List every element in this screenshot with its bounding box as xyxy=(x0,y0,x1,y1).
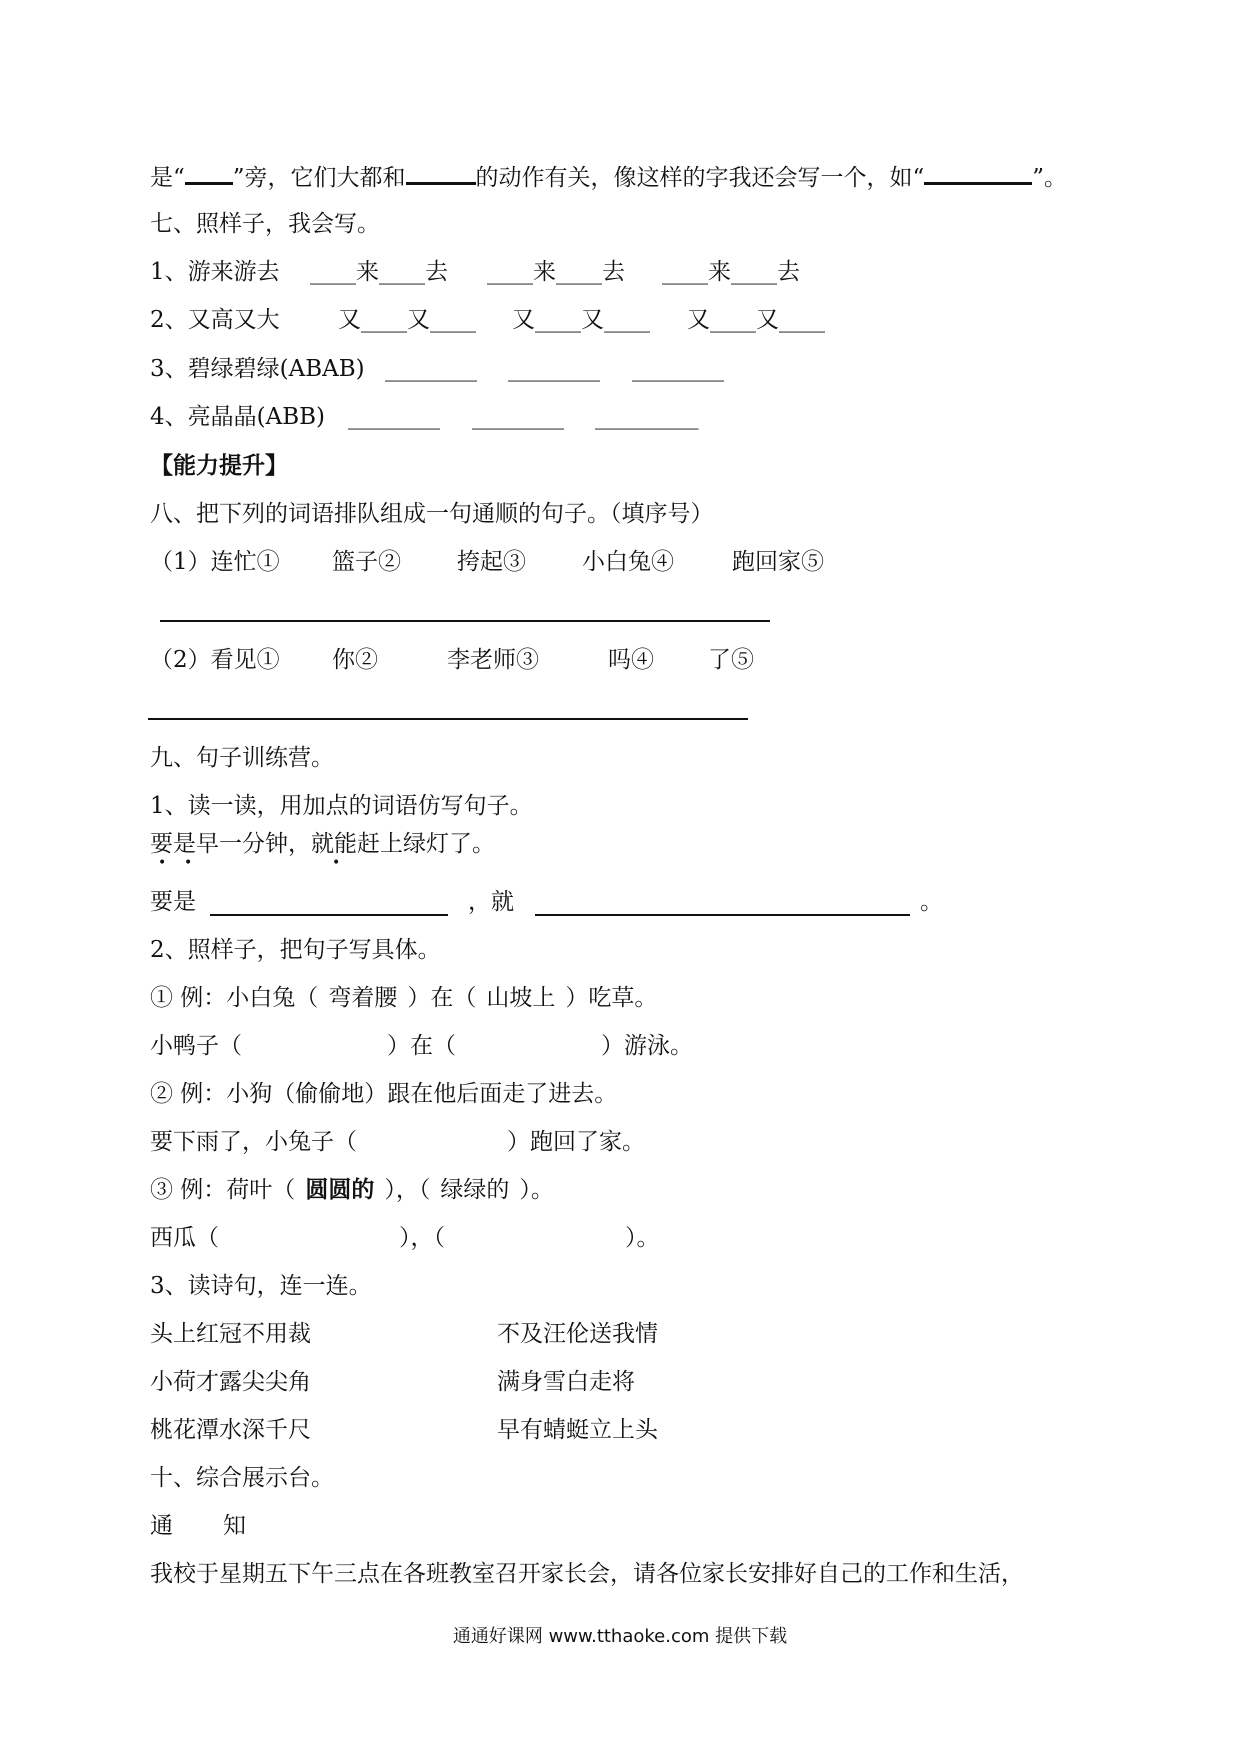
s7-r4-blank-2[interactable]: ________ xyxy=(472,404,564,430)
poem-right-3[interactable]: 早有蜻蜓立上头 xyxy=(497,1417,658,1443)
s9-part-3: 3、读诗句，连一连。 xyxy=(150,1273,372,1299)
example-2: ② 例：小狗（偷偷地）跟在他后面走了进去。 xyxy=(150,1081,618,1107)
s7-r2-blank-2[interactable]: 又____又____ xyxy=(512,307,650,333)
s9-fill-1: 要是 ，就 。 xyxy=(150,889,943,915)
s7-r1-blank-2[interactable]: ____来____去 xyxy=(487,259,625,285)
fill-2: 要下雨了，小兔子（ ）跑回了家。 xyxy=(150,1129,645,1155)
s9-part-1: 1、读一读，用加点的词语仿写句子。 xyxy=(150,793,533,819)
q2-word: 了⑤ xyxy=(708,647,754,673)
s7-row-2: 2、又高又大 又____又____ 又____又____ 又____又____ xyxy=(150,307,825,333)
section-9-title: 九、句子训练营。 xyxy=(150,745,334,771)
example-3: ③ 例：荷叶（ 圆圆的 ），（ 绿绿的 ）。 xyxy=(150,1177,554,1203)
q1-answer-line[interactable] xyxy=(160,620,770,622)
poem-right-1[interactable]: 不及汪伦送我情 xyxy=(497,1321,658,1347)
s7-row-4: 4、亮晶晶(ABB) ________ ________ _________ xyxy=(150,404,699,430)
section-10-title: 十、综合展示台。 xyxy=(150,1465,334,1491)
q1-word: 小白兔④ xyxy=(582,549,674,575)
q1-word: 挎起③ xyxy=(457,549,526,575)
q1-word: 篮子② xyxy=(332,549,401,575)
emphasis-dot: • xyxy=(332,855,341,871)
s7-r1-blank-1[interactable]: ____来____去 xyxy=(310,259,448,285)
s8-question-1 xyxy=(150,548,824,576)
fill-1: 小鸭子（ ）在（ ）游泳。 xyxy=(150,1033,693,1059)
q2-word: （2）看见① xyxy=(150,647,280,673)
q2-word: 吗④ xyxy=(608,647,654,673)
s7-row-1: 1、游来游去 ____来____去 ____来____去 ____来____去 xyxy=(150,259,800,285)
section-7-title: 七、照样子，我会写。 xyxy=(150,211,380,237)
example-1: ① 例：小白兔（ 弯着腰 ）在（ 山坡上 ）吃草。 xyxy=(150,985,658,1011)
s7-r4-blank-1[interactable]: ________ xyxy=(348,404,440,430)
s7-r1-blank-3[interactable]: ____来____去 xyxy=(662,259,800,285)
emphasis-dot: • xyxy=(158,855,167,871)
notice-title: 通 知 xyxy=(150,1513,246,1539)
s8-question-2 xyxy=(150,646,754,674)
q1-word: （1）连忙① xyxy=(150,549,280,575)
jiu-blank[interactable] xyxy=(535,888,910,916)
s7-r2-blank-1[interactable]: 又____又____ xyxy=(338,307,476,333)
example-char-blank[interactable] xyxy=(924,160,1032,185)
q2-word: 李老师③ xyxy=(447,647,539,673)
s7-r3-blank-3[interactable]: ________ xyxy=(632,356,724,382)
s7-r3-blank-2[interactable]: ________ xyxy=(508,356,600,382)
section-8-title: 八、把下列的词语排队组成一句通顺的句子。（填序号） xyxy=(150,501,714,527)
s9-part-2: 2、照样子，把句子写具体。 xyxy=(150,937,441,963)
radical-question-line: 是“ ”旁，它们大都和 的动作有关，像这样的字我还会写一个，如“ ”。 xyxy=(150,160,1067,192)
radical-blank[interactable] xyxy=(185,160,233,185)
poem-right-2[interactable]: 满身雪白走将 xyxy=(497,1369,635,1395)
s7-r4-blank-3[interactable]: _________ xyxy=(595,404,699,430)
footer-credit: 通通好课网 www.tthaoke.com 提供下载 xyxy=(452,1626,788,1647)
notice-body: 我校于星期五下午三点在各班教室召开家长会，请各位家长安排好自己的工作和生活， xyxy=(150,1561,1024,1587)
yaoshi-blank[interactable] xyxy=(210,888,448,916)
s7-r3-blank-1[interactable]: ________ xyxy=(385,356,477,382)
action-blank[interactable] xyxy=(406,160,476,185)
s9-example-sentence: 要是早一分钟，就能赶上绿灯了。 xyxy=(150,831,495,857)
ability-section-heading: 【能力提升】 xyxy=(150,453,288,479)
s7-r2-blank-3[interactable]: 又____又____ xyxy=(687,307,825,333)
poem-left-3[interactable]: 桃花潭水深千尺 xyxy=(150,1417,311,1443)
q2-word: 你② xyxy=(332,647,378,673)
poem-left-2[interactable]: 小荷才露尖尖角 xyxy=(150,1369,311,1395)
emphasis-dot: • xyxy=(184,855,193,871)
q2-answer-line[interactable] xyxy=(148,718,748,720)
poem-left-1[interactable]: 头上红冠不用裁 xyxy=(150,1321,311,1347)
q1-word: 跑回家⑤ xyxy=(732,549,824,575)
s7-row-3: 3、碧绿碧绿(ABAB) ________ ________ ________ xyxy=(150,356,724,382)
fill-3: 西瓜（ ），（ ）。 xyxy=(150,1225,660,1251)
